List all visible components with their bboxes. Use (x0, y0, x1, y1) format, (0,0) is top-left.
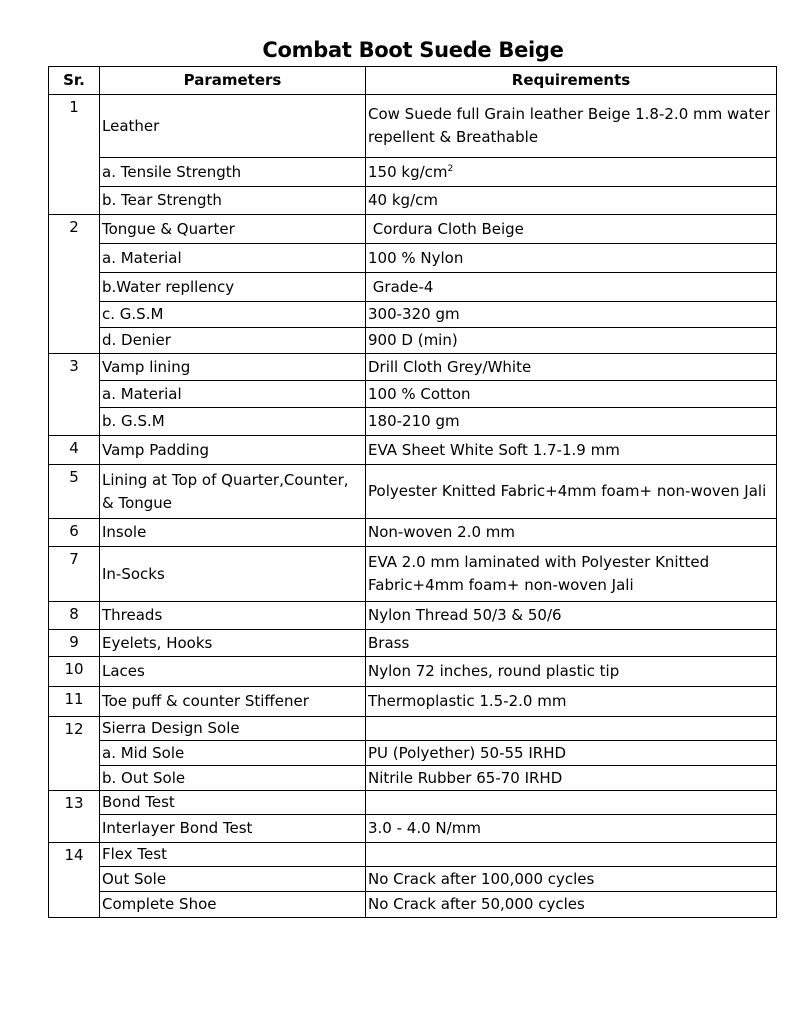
serial-number: 12 (64, 720, 84, 738)
header-parameters: Parameters (100, 67, 366, 95)
parameter-cell: a. Tensile Strength (100, 158, 366, 187)
serial-number-cell (49, 95, 100, 215)
requirement-cell (366, 354, 777, 381)
table-row (49, 328, 777, 354)
requirement-text: Nylon 72 inches, round plastic tip (368, 662, 620, 680)
requirement-text: 3.0 - 4.0 N/mm (368, 819, 481, 837)
requirement-text: No Crack after 100,000 cycles (368, 869, 595, 888)
serial-number: 8 (69, 605, 79, 623)
serial-number-cell (49, 602, 100, 630)
table-row (49, 687, 777, 717)
requirement-cell (366, 302, 777, 328)
requirement-text: 40 kg/cm (368, 191, 438, 209)
requirement-text: Cordura Cloth Beige (368, 219, 524, 238)
parameter-cell: d. Denier (100, 328, 366, 354)
serial-number: 11 (64, 690, 84, 708)
parameter-cell: Toe puff & counter Stiffener (100, 687, 366, 717)
requirement-cell (366, 381, 777, 408)
requirement-text: PU (Polyether) 50-55 IRHD (368, 743, 567, 762)
requirement-text: EVA Sheet White Soft 1.7-1.9 mm (368, 440, 620, 459)
requirement-cell (366, 657, 777, 687)
requirement-text: 100 % Cotton (368, 384, 471, 403)
requirement-cell (366, 892, 777, 918)
parameter-cell: Tongue & Quarter (100, 215, 366, 244)
serial-number-cell (49, 519, 100, 547)
table-row (49, 630, 777, 657)
requirement-text: Non-woven 2.0 mm (368, 523, 515, 541)
table-row (49, 766, 777, 791)
parameter-cell: Threads (100, 602, 366, 630)
requirement-cell (366, 158, 777, 187)
serial-number: 14 (64, 846, 84, 864)
serial-number-cell (49, 843, 100, 918)
serial-number-cell (49, 717, 100, 791)
requirement-text: Cow Suede full Grain leather Beige 1.8-2.0 mm water repellent & Breathable (368, 105, 775, 146)
header-requirements: Requirements (366, 67, 777, 95)
requirement-text: 180-210 gm (368, 412, 460, 430)
requirement-text: 150 kg/cm (368, 162, 448, 181)
table-row (49, 843, 777, 867)
serial-number: 3 (69, 357, 79, 375)
requirement-cell (366, 630, 777, 657)
requirement-text: 100 % Nylon (368, 248, 464, 267)
requirement-cell (366, 273, 777, 302)
table-row (49, 95, 777, 158)
table-row (49, 717, 777, 741)
requirement-text: Polyester Knitted Fabric+4mm foam+ non-woven Jali (368, 482, 767, 500)
serial-number-cell (49, 465, 100, 519)
serial-number: 6 (69, 522, 79, 540)
parameter-cell: Eyelets, Hooks (100, 630, 366, 657)
table-body (49, 95, 777, 918)
requirement-text: Brass (368, 633, 410, 652)
table-row (49, 215, 777, 244)
requirement-cell (366, 95, 777, 158)
table-row (49, 244, 777, 273)
requirement-cell (366, 215, 777, 244)
table-row (49, 657, 777, 687)
serial-number: 13 (64, 794, 84, 812)
table-row (49, 408, 777, 436)
table-row (49, 465, 777, 519)
page-title: Combat Boot Suede Beige (262, 38, 564, 62)
table-row (49, 302, 777, 328)
serial-number: 2 (69, 218, 79, 236)
parameter-cell: Vamp Padding (100, 436, 366, 465)
table-row (49, 381, 777, 408)
requirement-cell (366, 328, 777, 354)
table-row (49, 187, 777, 215)
serial-number: 1 (69, 98, 79, 116)
requirement-text: 900 D (min) (368, 331, 458, 349)
table-row (49, 547, 777, 602)
requirement-cell (366, 602, 777, 630)
table-row (49, 815, 777, 843)
serial-number-cell (49, 215, 100, 354)
serial-number-cell (49, 547, 100, 602)
requirement-cell (366, 791, 777, 815)
serial-number-cell (49, 657, 100, 687)
table-row (49, 158, 777, 187)
header-sr: Sr. (49, 67, 100, 95)
parameter-cell: b. G.S.M (100, 408, 366, 436)
serial-number: 9 (69, 633, 79, 651)
requirement-text: Thermoplastic 1.5-2.0 mm (368, 692, 567, 710)
parameter-cell: b. Tear Strength (100, 187, 366, 215)
serial-number: 7 (69, 550, 79, 568)
requirement-cell (366, 687, 777, 717)
table-row (49, 519, 777, 547)
requirement-cell (366, 867, 777, 892)
parameter-cell: b. Out Sole (100, 766, 366, 791)
table-row (49, 867, 777, 892)
requirement-cell (366, 717, 777, 741)
requirement-cell (366, 547, 777, 602)
serial-number: 10 (64, 660, 84, 678)
parameter-cell: Sierra Design Sole (100, 717, 366, 741)
parameter-cell: a. Material (100, 381, 366, 408)
table-row (49, 602, 777, 630)
specification-table (48, 66, 777, 918)
requirement-text: Drill Cloth Grey/White (368, 357, 532, 376)
serial-number: 5 (69, 468, 79, 486)
requirement-cell (366, 187, 777, 215)
table-row (49, 741, 777, 766)
requirement-cell (366, 519, 777, 547)
requirement-cell (366, 843, 777, 867)
parameter-cell: Out Sole (100, 867, 366, 892)
table-row (49, 273, 777, 302)
parameter-cell: Lining at Top of Quarter,Counter, & Tongue (100, 465, 366, 519)
parameter-cell: Laces (100, 657, 366, 687)
parameter-cell: a. Material (100, 244, 366, 273)
parameter-cell: Bond Test (100, 791, 366, 815)
parameter-cell: Insole (100, 519, 366, 547)
serial-number-cell (49, 354, 100, 436)
serial-number-cell (49, 687, 100, 717)
table-row (49, 354, 777, 381)
requirement-cell (366, 465, 777, 519)
requirement-cell (366, 436, 777, 465)
table-header-row (49, 67, 777, 95)
serial-number-cell (49, 791, 100, 843)
table-row (49, 892, 777, 918)
requirement-text: No Crack after 50,000 cycles (368, 895, 585, 913)
parameter-cell: Interlayer Bond Test (100, 815, 366, 843)
requirement-cell (366, 408, 777, 436)
requirement-cell (366, 815, 777, 843)
parameter-cell: Flex Test (100, 843, 366, 867)
parameter-cell: Complete Shoe (100, 892, 366, 918)
requirement-text: Nylon Thread 50/3 & 50/6 (368, 606, 562, 624)
requirement-cell (366, 766, 777, 791)
requirement-cell (366, 741, 777, 766)
parameter-cell: Vamp lining (100, 354, 366, 381)
table-row (49, 436, 777, 465)
requirement-cell (366, 244, 777, 273)
serial-number: 4 (69, 439, 79, 457)
parameter-cell: b.Water repllency (100, 273, 366, 302)
table-row (49, 791, 777, 815)
requirement-text: 300-320 gm (368, 305, 460, 323)
requirement-text: Nitrile Rubber 65-70 IRHD (368, 768, 563, 787)
superscript: 2 (447, 163, 454, 174)
serial-number-cell (49, 630, 100, 657)
parameter-cell: In-Socks (100, 547, 366, 602)
serial-number-cell (49, 436, 100, 465)
parameter-cell: c. G.S.M (100, 302, 366, 328)
requirement-text: EVA 2.0 mm laminated with Polyester Knitted Fabric+4mm foam+ non-woven Jali (368, 553, 714, 594)
parameter-cell: a. Mid Sole (100, 741, 366, 766)
requirement-text: Grade-4 (368, 277, 434, 296)
parameter-cell: Leather (100, 95, 366, 158)
